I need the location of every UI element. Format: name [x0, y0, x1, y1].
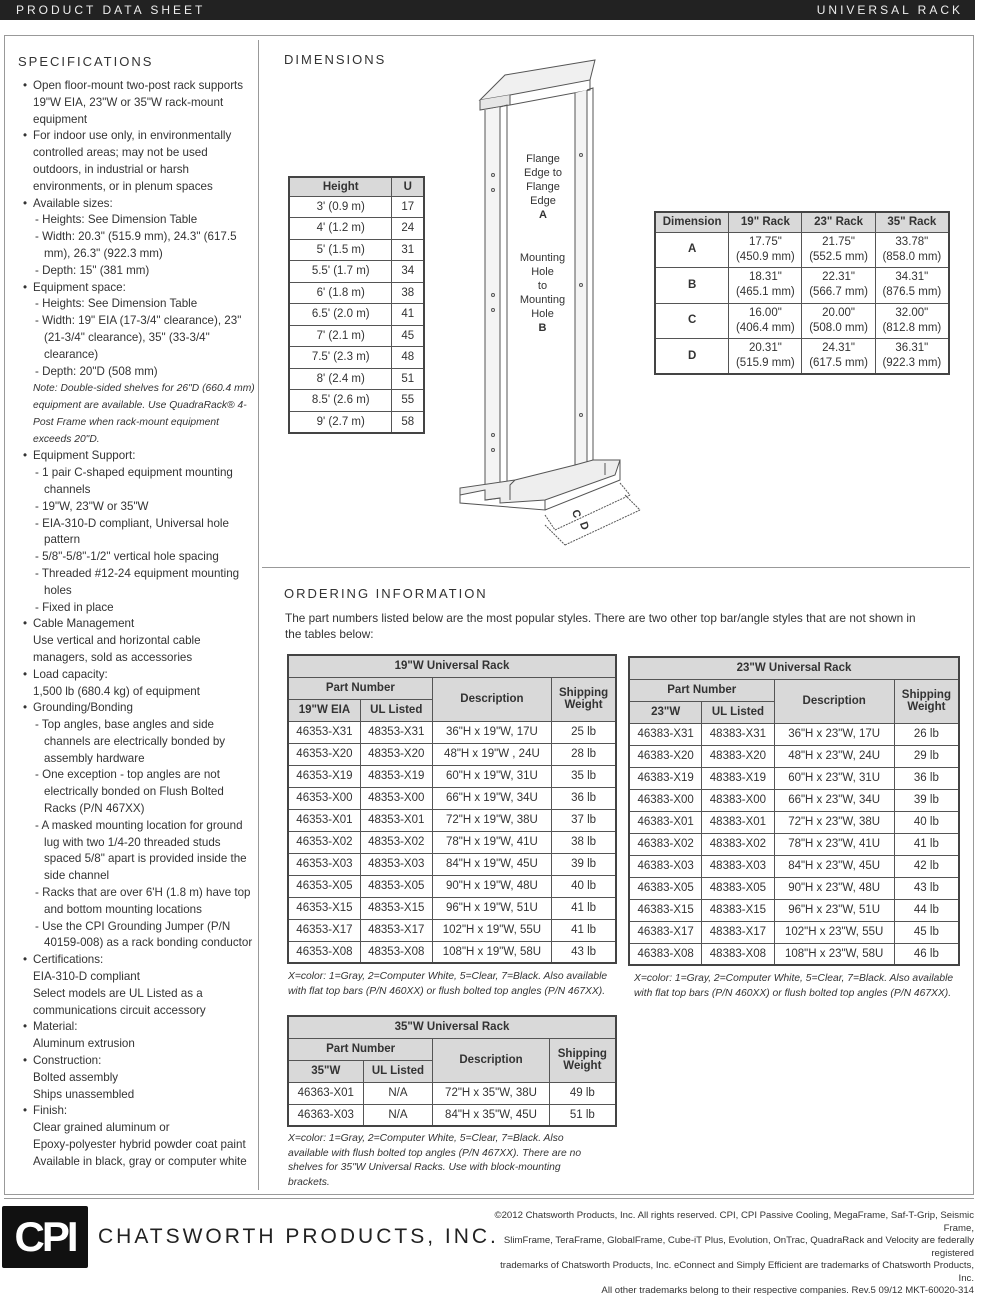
table-cell: 60"H x 23"W, 31U [774, 767, 894, 789]
table-cell: 45 [392, 325, 424, 347]
table-cell: 46353-X02 [288, 831, 360, 853]
table-cell: 36 lb [894, 767, 959, 789]
table-cell [802, 268, 875, 304]
header-bar [0, 0, 975, 20]
table-cell: 72"H x 19"W, 38U [432, 809, 551, 831]
table-cell: 108"H x 19"W, 58U [432, 941, 551, 963]
table-cell: 46353-X19 [288, 765, 360, 787]
spec-line: Select models are UL Listed as a communications circuit accessory [33, 986, 206, 1017]
table-cell: 40 lb [552, 875, 616, 897]
table-cell: 48353-X08 [360, 941, 432, 963]
spec-line: Bolted assembly [33, 1070, 119, 1084]
table-row [655, 268, 949, 304]
cell-line: 20.00" [822, 306, 856, 319]
cell-line: 33.78" [895, 235, 929, 248]
dimensions-title: DIMENSIONS [284, 52, 387, 67]
table-cell: 43 lb [894, 877, 959, 899]
table-cell: 49 lb [549, 1082, 616, 1104]
table-cell [729, 303, 802, 339]
table-cell: 48383-X17 [702, 921, 774, 943]
spec-note: Note: Double-sided shelves for 26"D (660.4 mm) equipment are available. Use QuadraRack® 4-Post Frame when rack-mount equipment exceeds 20"D. [33, 383, 255, 446]
table-cell: 46363-X03 [288, 1104, 363, 1126]
table-cell: 4' (1.2 m) [289, 218, 392, 240]
rack35-header: 35" Rack [875, 212, 949, 232]
table-cell: 38 lb [552, 831, 616, 853]
spec-item: • For indoor use only, in environmentally controlled areas; may not be used outdoors, in industrial or harsh environments, or in plenum spaces [16, 128, 256, 195]
dimension-letter: D [655, 339, 729, 375]
table-cell: 48353-X03 [360, 853, 432, 875]
table-cell: 36 lb [552, 787, 616, 809]
table-cell: 34 [392, 261, 424, 283]
table-cell: 46353-X31 [288, 721, 360, 743]
table-cell: 84"H x 35"W, 45U [433, 1104, 549, 1126]
rack19-table [287, 654, 617, 964]
label-d: D [576, 520, 591, 532]
cell-line: (552.5 mm) [809, 250, 868, 263]
table-cell: 48"H x 23"W, 24U [774, 745, 894, 767]
table-cell: 46383-X05 [629, 877, 702, 899]
table-cell: 48383-X15 [702, 899, 774, 921]
table-caption: 23"W Universal Rack [629, 657, 959, 679]
specifications-title: SPECIFICATIONS [18, 54, 154, 69]
table-cell: 37 lb [552, 809, 616, 831]
shipping-weight-header [894, 679, 959, 723]
table-row [288, 875, 616, 897]
rack23-note: X=color: 1=Gray, 2=Computer White, 5=Clear, 7=Black. Also available with flat top bars (P/N 460XX) or flush bolted top angles (P/N 467XX). [634, 973, 954, 999]
table-row [629, 855, 959, 877]
table-cell: 8.5' (2.6 m) [289, 390, 392, 412]
table-cell: 26 lb [894, 723, 959, 745]
rack23-table [628, 656, 960, 966]
dim-header: Dimension [655, 212, 729, 232]
table-cell: 40 lb [894, 811, 959, 833]
cell-line: (812.8 mm) [882, 321, 942, 334]
table-cell: 46353-X01 [288, 809, 360, 831]
table-cell: 43 lb [552, 941, 616, 963]
header-row [288, 1016, 616, 1038]
header-row [288, 655, 616, 677]
table-cell: 46353-X03 [288, 853, 360, 875]
table-cell: 46383-X02 [629, 833, 702, 855]
table-cell [875, 339, 949, 375]
table-row [629, 811, 959, 833]
spec-item: • Load capacity: [16, 667, 256, 684]
dimension-table [654, 211, 950, 375]
cell-line: 16.00" [748, 306, 782, 319]
table-row [288, 1082, 616, 1104]
table-cell: 3' (0.9 m) [289, 196, 392, 218]
table-cell: 46383-X03 [629, 855, 702, 877]
table-row [288, 765, 616, 787]
table-cell: 46383-X15 [629, 899, 702, 921]
table-row [289, 196, 424, 218]
section-divider [262, 567, 970, 568]
dimension-letter: B [655, 268, 729, 304]
table-row [289, 411, 424, 433]
legal-text: ©2012 Chatsworth Products, Inc. All rights reserved. CPI, CPI Passive Cooling, MegaFrame, Saf-T-Grip, Seismic Frame, SlimFrame, TeraFrame, GlobalFrame, Cube-iT Plus, Evolution, OnTrac, QuadraRack and Velocity are federally registered trademarks of Chatsworth Products, Inc. eConnect and Simply Efficient are trademarks of Chatsworth Products, Inc. All other trademarks belong to their respective companies. Rev.5 09/12 MKT-60020-314 [494, 1210, 974, 1296]
table-cell [802, 232, 875, 268]
table-cell: 48353-X20 [360, 743, 432, 765]
u-header: U [392, 177, 424, 196]
spec-item: • Finish: [16, 1103, 256, 1120]
table-cell: 48353-X31 [360, 721, 432, 743]
table-cell: 48383-X02 [702, 833, 774, 855]
spec-sub: - Racks that are over 6'H (1.8 m) have top and bottom mounting locations [35, 886, 251, 916]
cell-line: 24.31" [822, 342, 856, 354]
table-row [288, 743, 616, 765]
rack19-header: 19" Rack [729, 212, 802, 232]
table-cell: 7' (2.1 m) [289, 325, 392, 347]
column-divider [258, 40, 259, 1190]
table-cell: 24 [392, 218, 424, 240]
spec-sub: - Heights: See Dimension Table [35, 213, 198, 227]
table-cell: 51 [392, 368, 424, 390]
table-cell: 51 lb [549, 1104, 616, 1126]
spec-sub: - 5/8"-5/8"-1/2" vertical hole spacing [35, 550, 219, 564]
dimension-letter: A [655, 232, 729, 268]
weight-label: Weight [564, 699, 603, 711]
table-row [289, 390, 424, 412]
table-cell: 108"H x 23"W, 58U [774, 943, 894, 965]
table-cell: 48383-X19 [702, 767, 774, 789]
spec-sub: - A masked mounting location for ground lug with two 1/4-20 threaded studs spaced 5/8" apart is provided inside the side channel [35, 818, 247, 883]
spec-line: 1,500 lb (680.4 kg) of equipment [33, 684, 200, 698]
table-row [288, 897, 616, 919]
table-cell [802, 303, 875, 339]
table-row [655, 232, 949, 268]
table-cell: 46383-X08 [629, 943, 702, 965]
spec-item: • Cable Management [16, 616, 256, 633]
description-header: Description [432, 677, 551, 721]
table-cell: 35 lb [552, 765, 616, 787]
table-cell: 55 [392, 390, 424, 412]
table-row [288, 721, 616, 743]
spec-line: EIA-310-D compliant [33, 970, 140, 984]
table-cell [729, 232, 802, 268]
table-cell: 96"H x 19"W, 51U [432, 897, 551, 919]
table-row [629, 921, 959, 943]
table-row [655, 339, 949, 375]
ul-listed-header: UL Listed [702, 701, 774, 723]
table-cell: 72"H x 23"W, 38U [774, 811, 894, 833]
table-cell: 46383-X17 [629, 921, 702, 943]
spec-item: • Equipment space: [16, 280, 256, 297]
spec-sub: - One exception - top angles are not electrically bonded on Flush Bolted Racks (P/N 467XX) [35, 768, 224, 816]
label-a: Flange Edge to Flange Edge A [524, 153, 562, 221]
spec-line: Ships unassembled [33, 1087, 135, 1101]
shipping-weight-header [549, 1038, 616, 1082]
table-row [629, 899, 959, 921]
cell-line: 32.00" [895, 306, 929, 319]
table-cell: 102"H x 19"W, 55U [432, 919, 551, 941]
spec-sub: - 19"W, 23"W or 35"W [35, 499, 149, 513]
table-cell: 48383-X03 [702, 855, 774, 877]
weight-label: Weight [563, 1060, 602, 1072]
table-cell: 72"H x 35"W, 38U [433, 1082, 549, 1104]
table-row [289, 347, 424, 369]
table-row [288, 1104, 616, 1126]
spec-item: • Grounding/Bonding [16, 700, 256, 717]
footer-divider [4, 1198, 974, 1199]
table-row [288, 809, 616, 831]
header-row [629, 657, 959, 679]
table-cell: 48383-X20 [702, 745, 774, 767]
table-cell: 42 lb [894, 855, 959, 877]
table-cell: 46363-X01 [288, 1082, 363, 1104]
table-cell: 48353-X17 [360, 919, 432, 941]
table-row [289, 261, 424, 283]
table-cell: 5' (1.5 m) [289, 239, 392, 261]
table-cell: 41 lb [894, 833, 959, 855]
product-name: UNIVERSAL RACK [816, 3, 963, 17]
specifications-list [16, 78, 256, 1171]
cell-line: (566.7 mm) [809, 286, 868, 299]
header-row [288, 677, 616, 699]
height-header: Height [289, 177, 392, 196]
cell-line: 22.31" [822, 271, 856, 284]
table-row [289, 325, 424, 347]
table-cell: 48383-X05 [702, 877, 774, 899]
table-cell: 36"H x 23"W, 17U [774, 723, 894, 745]
ordering-title: ORDERING INFORMATION [284, 586, 488, 601]
spec-item: • Equipment Support: [16, 448, 256, 465]
spec-item: • Available sizes: [16, 196, 256, 213]
table-cell: 96"H x 23"W, 51U [774, 899, 894, 921]
height-table [288, 176, 425, 434]
table-cell: 48383-X08 [702, 943, 774, 965]
spec-sub: - 1 pair C-shaped equipment mounting channels [35, 466, 233, 496]
shipping-label: Shipping [901, 689, 951, 701]
header-row [629, 679, 959, 701]
table-cell [875, 268, 949, 304]
table-cell: 46353-X15 [288, 897, 360, 919]
table-cell: 36"H x 19"W, 17U [432, 721, 551, 743]
spec-sub: - Fixed in place [35, 600, 114, 614]
table-row [629, 877, 959, 899]
spec-item: • Open floor-mount two-post rack supports 19"W EIA, 23"W or 35"W rack-mount equipment [16, 78, 256, 128]
weight-label: Weight [907, 701, 946, 713]
shipping-weight-header [552, 677, 616, 721]
spec-line: Use vertical and horizontal cable managers, sold as accessories [33, 634, 201, 664]
spec-line: Available in black, gray or computer white [33, 1154, 247, 1168]
table-row [289, 218, 424, 240]
cell-line: (617.5 mm) [809, 357, 868, 369]
table-row [629, 833, 959, 855]
spec-sub: - EIA-310-D compliant, Universal hole pattern [35, 516, 229, 547]
table-cell: N/A [363, 1104, 433, 1126]
table-cell: 48353-X00 [360, 787, 432, 809]
table-row [629, 767, 959, 789]
table-row [289, 304, 424, 326]
model-header: 19"W EIA [288, 699, 360, 721]
table-cell [875, 303, 949, 339]
dimension-letter: C [655, 303, 729, 339]
cell-line: 20.31" [748, 342, 782, 354]
spec-line: Clear grained aluminum or [33, 1121, 170, 1135]
table-row [629, 943, 959, 965]
table-cell: 66"H x 23"W, 34U [774, 789, 894, 811]
doc-type: PRODUCT DATA SHEET [16, 3, 206, 17]
table-row [289, 368, 424, 390]
cell-line: 17.75" [748, 235, 782, 248]
table-cell: 46353-X20 [288, 743, 360, 765]
table-cell: 5.5' (1.7 m) [289, 261, 392, 283]
rack19-note: X=color: 1=Gray, 2=Computer White, 5=Clear, 7=Black. Also available with flat top bars (P/N 460XX) or flush bolted top angles (P/N 467XX). [288, 971, 608, 997]
spec-sub: - Depth: 15" (381 mm) [35, 263, 150, 277]
table-cell: 84"H x 23"W, 45U [774, 855, 894, 877]
table-row [629, 789, 959, 811]
spec-sub: - Heights: See Dimension Table [35, 297, 198, 311]
model-header: 35"W [288, 1060, 363, 1082]
table-cell [875, 232, 949, 268]
spec-item: • Construction: [16, 1053, 256, 1070]
table-cell: 29 lb [894, 745, 959, 767]
model-header: 23"W [629, 701, 702, 723]
table-cell: 46353-X00 [288, 787, 360, 809]
table-cell: 41 lb [552, 919, 616, 941]
table-row [629, 745, 959, 767]
table-cell: 90"H x 23"W, 48U [774, 877, 894, 899]
spec-line: Epoxy-polyester hybrid powder coat paint [33, 1138, 246, 1152]
cell-line: (508.0 mm) [809, 321, 868, 334]
cell-line: (515.9 mm) [735, 357, 795, 369]
table-cell: 48383-X00 [702, 789, 774, 811]
table-cell: 60"H x 19"W, 31U [432, 765, 551, 787]
cell-line: (876.5 mm) [882, 286, 942, 299]
spec-item: • Certifications: [16, 952, 256, 969]
label-c: C [568, 508, 583, 520]
table-cell: 48353-X01 [360, 809, 432, 831]
spec-sub: - Depth: 20"D (508 mm) [35, 364, 158, 378]
description-header: Description [433, 1038, 549, 1082]
table-row [288, 919, 616, 941]
table-caption: 19"W Universal Rack [288, 655, 616, 677]
table-row [288, 941, 616, 963]
table-caption: 35"W Universal Rack [288, 1016, 616, 1038]
table-cell: 46383-X19 [629, 767, 702, 789]
table-cell: 48353-X05 [360, 875, 432, 897]
table-cell: 39 lb [894, 789, 959, 811]
table-cell: 48353-X02 [360, 831, 432, 853]
table-cell: 28 lb [552, 743, 616, 765]
table-cell: 6' (1.8 m) [289, 282, 392, 304]
table-row [288, 831, 616, 853]
part-number-header: Part Number [288, 1038, 433, 1060]
cell-line: 36.31" [895, 342, 929, 354]
table-cell: 41 lb [552, 897, 616, 919]
table-cell: 39 lb [552, 853, 616, 875]
shipping-label: Shipping [557, 1048, 607, 1060]
table-cell: 38 [392, 282, 424, 304]
table-cell: 45 lb [894, 921, 959, 943]
table-row [288, 787, 616, 809]
table-cell: 6.5' (2.0 m) [289, 304, 392, 326]
table-cell: 78"H x 19"W, 41U [432, 831, 551, 853]
cpi-logo: CPI [2, 1206, 88, 1268]
ordering-intro: The part numbers listed below are the most popular styles. There are two other top bar/angle styles that are not shown in the tables below: [285, 611, 916, 641]
table-cell: 31 [392, 239, 424, 261]
table-row [655, 303, 949, 339]
table-cell: 48353-X15 [360, 897, 432, 919]
rack35-note: X=color: 1=Gray, 2=Computer White, 5=Clear, 7=Black. Also available with flush bolted top angles (P/N 467XX). There are no shelves for 35"W Universal Racks. Use with block-mounting brackets. [288, 1133, 582, 1188]
cell-line: (450.9 mm) [735, 250, 795, 263]
table-row [289, 282, 424, 304]
table-cell: 84"H x 19"W, 45U [432, 853, 551, 875]
cell-line: 34.31" [895, 271, 929, 284]
table-cell: 58 [392, 411, 424, 433]
cell-line: (465.1 mm) [735, 286, 795, 299]
part-number-header: Part Number [629, 679, 774, 701]
rack23-header: 23" Rack [802, 212, 875, 232]
label-b: Mounting Hole to Mounting Hole B [519, 252, 566, 334]
table-cell: 9' (2.7 m) [289, 411, 392, 433]
table-cell: 46383-X31 [629, 723, 702, 745]
table-cell: 48"H x 19"W , 24U [432, 743, 551, 765]
table-cell: 46353-X08 [288, 941, 360, 963]
part-number-header: Part Number [288, 677, 432, 699]
table-cell [729, 339, 802, 375]
table-cell [802, 339, 875, 375]
table-cell: 25 lb [552, 721, 616, 743]
spec-sub: - Width: 19" EIA (17-3/4" clearance), 23" (21-3/4" clearance), 35" (33-3/4" clearance) [35, 314, 242, 361]
table-cell: 66"H x 19"W, 34U [432, 787, 551, 809]
table-cell [729, 268, 802, 304]
spec-sub: - Use the CPI Grounding Jumper (P/N 40159-008) as a rack bonding conductor [35, 919, 253, 950]
spec-sub: - Top angles, base angles and side channels are electrically bonded by assembly hardware [35, 718, 226, 765]
table-row [289, 239, 424, 261]
table-cell: 46383-X20 [629, 745, 702, 767]
table-cell: 7.5' (2.3 m) [289, 347, 392, 369]
table-cell: 46383-X00 [629, 789, 702, 811]
ul-listed-header: UL Listed [363, 1060, 433, 1082]
table-cell: 46353-X17 [288, 919, 360, 941]
brand-name: CHATSWORTH PRODUCTS, INC. [98, 1225, 499, 1248]
ul-listed-header: UL Listed [360, 699, 432, 721]
table-cell: 44 lb [894, 899, 959, 921]
table-cell: 48383-X01 [702, 811, 774, 833]
spec-item: • Material: [16, 1019, 256, 1036]
table-cell: 90"H x 19"W, 48U [432, 875, 551, 897]
shipping-label: Shipping [558, 687, 609, 699]
header-row [288, 1038, 616, 1060]
table-cell: 17 [392, 196, 424, 218]
table-cell: 8' (2.4 m) [289, 368, 392, 390]
description-header: Description [774, 679, 894, 723]
cell-line: (406.4 mm) [735, 321, 795, 334]
table-cell: 46353-X05 [288, 875, 360, 897]
table-cell: 48383-X31 [702, 723, 774, 745]
table-cell: 46 lb [894, 943, 959, 965]
table-cell: N/A [363, 1082, 433, 1104]
spec-line: Aluminum extrusion [33, 1037, 135, 1051]
table-row [288, 853, 616, 875]
cell-line: 21.75" [822, 235, 856, 248]
spec-sub: - Threaded #12-24 equipment mounting holes [35, 566, 240, 597]
table-row [629, 723, 959, 745]
table-cell: 78"H x 23"W, 41U [774, 833, 894, 855]
table-cell: 41 [392, 304, 424, 326]
cell-line: 18.31" [748, 271, 782, 284]
cell-line: (858.0 mm) [882, 250, 942, 263]
cell-line: (922.3 mm) [882, 357, 942, 369]
spec-sub: - Width: 20.3" (515.9 mm), 24.3" (617.5 mm), 26.3" (922.3 mm) [35, 230, 237, 260]
table-cell: 46383-X01 [629, 811, 702, 833]
table-cell: 48 [392, 347, 424, 369]
rack35-table [287, 1015, 617, 1127]
table-cell: 102"H x 23"W, 55U [774, 921, 894, 943]
table-cell: 48353-X19 [360, 765, 432, 787]
